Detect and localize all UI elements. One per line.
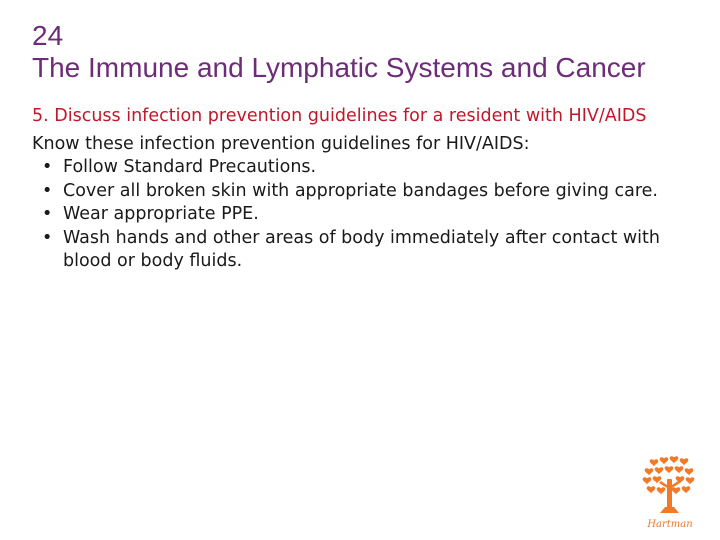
slide-content	[32, 105, 702, 274]
chapter-number: 24	[32, 20, 64, 51]
guideline-text: Follow Standard Precautions.	[63, 157, 317, 177]
hartman-logo	[640, 455, 704, 533]
guideline-item	[32, 156, 702, 180]
guideline-text: Wash hands and other areas of body immediately after contact with blood or body fluids.	[63, 227, 660, 271]
chapter-title: The Immune and Lymphatic Systems and Cancer	[32, 52, 646, 83]
bullet-icon: •	[42, 227, 53, 248]
guidelines-list	[32, 156, 702, 274]
bullet-icon: •	[42, 157, 53, 177]
guideline-item	[32, 227, 702, 274]
guideline-item	[32, 180, 702, 204]
heart-tree-icon	[640, 455, 704, 533]
guideline-text: Cover all broken skin with appropriate bandages before giving care.	[63, 180, 658, 201]
guideline-text: Wear appropriate PPE.	[63, 204, 259, 224]
bullet-icon: •	[42, 204, 53, 224]
learning-objective: 5. Discuss infection prevention guidelines for a resident with HIV/AIDS	[32, 106, 647, 126]
guidelines-intro: Know these infection prevention guidelines for HIV/AIDS:	[32, 133, 530, 154]
bullet-icon: •	[42, 180, 53, 201]
logo-wordmark: Hartman	[647, 519, 693, 530]
slide-title	[32, 20, 712, 84]
guideline-item	[32, 203, 702, 227]
